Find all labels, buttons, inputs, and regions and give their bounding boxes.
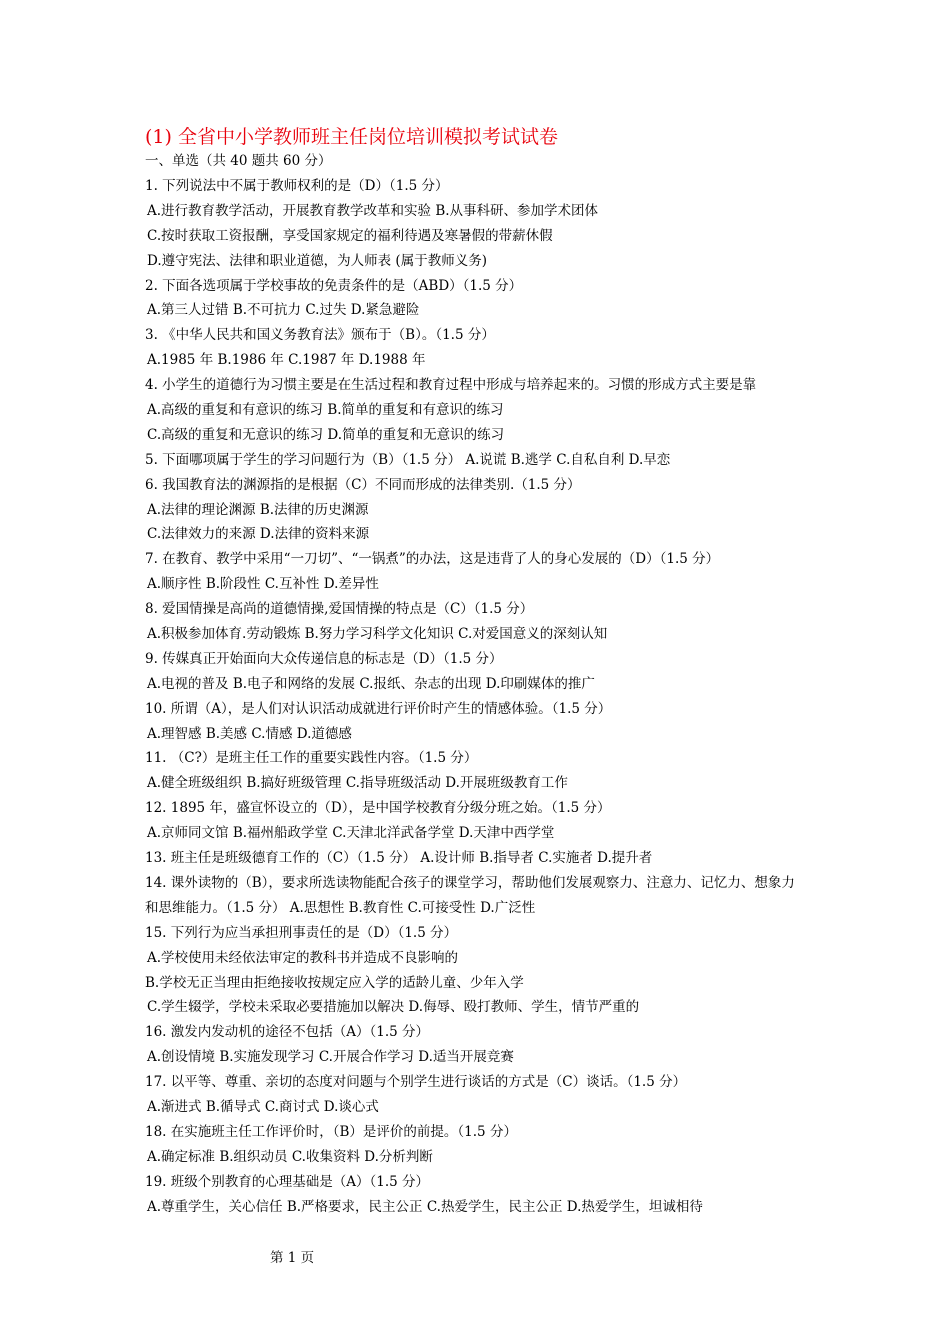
answer-options: A.健全班级组织 B.搞好班级管理 C.指导班级活动 D.开展班级教育工作 xyxy=(147,775,568,792)
answer-options: A.顺序性 B.阶段性 C.互补性 D.差异性 xyxy=(147,576,379,593)
question-text: 15. 下列行为应当承担刑事责任的是（D）（1.5 分） xyxy=(145,924,458,941)
question-text: 和思维能力。（1.5 分） A.思想性 B.教育性 C.可接受性 D.广泛性 xyxy=(145,899,536,916)
answer-options: A.学校使用未经依法审定的教科书并造成不良影响的 xyxy=(147,949,459,966)
answer-options: C.法律效力的来源 D.法律的资料来源 xyxy=(147,526,370,543)
answer-options: A.积极参加体育.劳动锻炼 B.努力学习科学文化知识 C.对爱国意义的深刻认知 xyxy=(147,626,608,643)
answer-options: A.1985 年 B.1986 年 C.1987 年 D.1988 年 xyxy=(147,352,426,369)
answer-options: A.京师同文馆 B.福州船政学堂 C.天津北洋武备学堂 D.天津中西学堂 xyxy=(147,825,555,842)
page-number: 第 1 页 xyxy=(270,1250,315,1266)
question-text: 12. 1895 年，盛宣怀设立的（D），是中国学校教育分级分班之始。（1.5 分） xyxy=(145,800,611,817)
answer-options: D.遵守宪法、法律和职业道德，为人师表 (属于教师义务) xyxy=(147,252,487,269)
answer-options: A.第三人过错 B.不可抗力 C.过失 D.紧急避险 xyxy=(147,302,420,319)
section-heading: 一、单选（共 40 题共 60 分） xyxy=(145,153,332,169)
question-list xyxy=(145,174,825,1219)
answer-options: A.电视的普及 B.电子和网络的发展 C.报纸、杂志的出现 D.印刷媒体的推广 xyxy=(147,675,595,692)
question-text: 16. 激发内发动机的途径不包括（A）（1.5 分） xyxy=(145,1024,430,1041)
question-text: 9. 传媒真正开始面向大众传递信息的标志是（D）（1.5 分） xyxy=(145,650,503,667)
question-text: 13. 班主任是班级德育工作的（C）（1.5 分） A.设计师 B.指导者 C.实施者 D.提升者 xyxy=(145,850,653,867)
answer-options: A.理智感 B.美感 C.情感 D.道德感 xyxy=(147,725,352,742)
question-text: 6. 我国教育法的渊源指的是根据（C）不同而形成的法律类别.（1.5 分） xyxy=(145,476,581,493)
question-text: 11. （C?）是班主任工作的重要实践性内容。（1.5 分） xyxy=(145,750,478,767)
answer-options: A.渐进式 B.循导式 C.商讨式 D.谈心式 xyxy=(147,1098,379,1115)
question-text: 19. 班级个别教育的心理基础是（A）（1.5 分） xyxy=(145,1173,430,1190)
question-text: 2. 下面各选项属于学校事故的免责条件的是（ABD）（1.5 分） xyxy=(145,277,523,294)
question-text: 7. 在教育、教学中采用“一刀切”、“一锅煮”的办法，这是违背了人的身心发展的（D）（1.5 分） xyxy=(145,551,720,568)
answer-options: A.进行教育教学活动，开展教育教学改革和实验 B.从事科研、参加学术团体 xyxy=(147,202,599,219)
answer-options: A.法律的理论渊源 B.法律的历史渊源 xyxy=(147,501,369,518)
question-text: 18. 在实施班主任工作评价时，（B）是评价的前提。（1.5 分） xyxy=(145,1123,517,1140)
question-text: 14. 课外读物的（B），要求所选读物能配合孩子的课堂学习，帮助他们发展观察力、注意力、记忆力、想象力 xyxy=(145,874,795,891)
answer-options: A.确定标准 B.组织动员 C.收集资料 D.分析判断 xyxy=(147,1148,433,1165)
question-text: 4. 小学生的道德行为习惯主要是在生活过程和教育过程中形成与培养起来的。习惯的形成方式主要是靠 xyxy=(145,377,757,394)
answer-options: C.按时获取工资报酬，享受国家规定的福利待遇及寒暑假的带薪休假 xyxy=(147,227,553,244)
exam-title: (1) 全省中小学教师班主任岗位培训模拟考试试卷 xyxy=(145,126,558,148)
question-text: 10. 所谓（A），是人们对认识活动成就进行评价时产生的情感体验。（1.5 分） xyxy=(145,700,612,717)
question-text: 1. 下列说法中不属于教师权利的是（D）（1.5 分） xyxy=(145,178,449,194)
question-text: 5. 下面哪项属于学生的学习问题行为（B）（1.5 分） A.说谎 B.逃学 C.自私自利 D.早恋 xyxy=(145,451,671,468)
question-text: B.学校无正当理由拒绝接收按规定应入学的适龄儿童、少年入学 xyxy=(145,974,524,991)
answer-options: C.高级的重复和无意识的练习 D.简单的重复和无意识的练习 xyxy=(147,426,505,443)
question-text: 8. 爱国情操是高尚的道德情操,爱国情操的特点是（C）（1.5 分） xyxy=(145,601,534,618)
answer-options: A.创设情境 B.实施发现学习 C.开展合作学习 D.适当开展竞赛 xyxy=(147,1049,514,1066)
answer-options: A.尊重学生，关心信任 B.严格要求，民主公正 C.热爱学生，民主公正 D.热爱学生，坦诚相待 xyxy=(147,1198,703,1215)
answer-options: A.高级的重复和有意识的练习 B.简单的重复和有意识的练习 xyxy=(147,402,504,419)
answer-options: C.学生辍学，学校未采取必要措施加以解决 D.侮辱、殴打教师、学生，情节严重的 xyxy=(147,999,640,1016)
question-text: 17. 以平等、尊重、亲切的态度对问题与个别学生进行谈话的方式是（C）谈话。（1.5 分） xyxy=(145,1074,687,1091)
question-text: 3. 《中华人民共和国义务教育法》颁布于（B）。（1.5 分） xyxy=(145,327,495,344)
